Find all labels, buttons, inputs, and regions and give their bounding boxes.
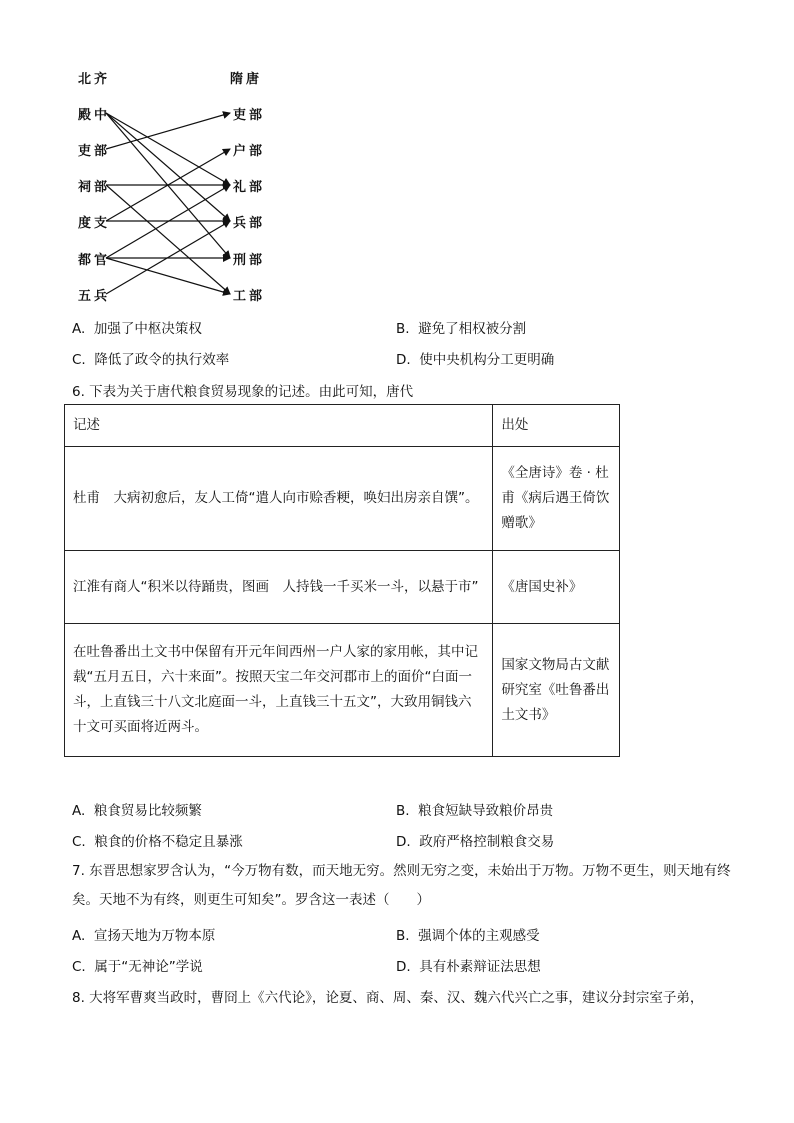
q6-stem: 6. 下表为关于唐代粮食贸易现象的记述。由此可知，唐代 (72, 384, 414, 400)
option-text: 使中央机构分工更明确 (419, 352, 555, 368)
source-cell: 《全唐诗》卷 · 杜甫《病后遇王倚饮赠歌》 (493, 447, 620, 551)
right-item: 工部 (233, 289, 266, 304)
q6-option-c[interactable] (72, 830, 243, 850)
option-letter: D. (396, 834, 411, 850)
q5-option-d[interactable] (396, 348, 554, 368)
option-text: 强调个体的主观感受 (418, 928, 540, 944)
diagram-right-title: 隋唐 (230, 72, 263, 87)
diagram-arrows (0, 0, 300, 310)
q7-option-b[interactable] (396, 924, 540, 944)
option-text: 粮食短缺导致粮价昂贵 (418, 803, 554, 819)
q6-record-table (64, 404, 620, 757)
arrow-line (106, 258, 230, 294)
table-row (65, 624, 620, 757)
right-item: 礼部 (233, 180, 266, 195)
source-cell: 《唐国史补》 (493, 551, 620, 624)
table-header-row (65, 405, 620, 447)
record-cell: 江淮有商人“积米以待踊贵，图画 人持钱一千买米一斗，以悬于市” (65, 551, 493, 624)
option-letter: A. (72, 803, 86, 819)
left-item: 殿中 (78, 108, 111, 123)
right-item: 兵部 (233, 216, 266, 231)
q5-option-a[interactable] (72, 317, 202, 337)
right-item: 刑部 (233, 253, 266, 268)
option-text: 加强了中枢决策权 (93, 321, 202, 337)
left-item: 都官 (78, 253, 111, 268)
option-letter: A. (72, 321, 86, 337)
option-text: 粮食贸易比较频繁 (93, 803, 202, 819)
q7-option-a[interactable] (72, 924, 215, 944)
arrow-line (106, 185, 230, 294)
option-letter: C. (72, 352, 86, 368)
arrow-line (106, 113, 230, 185)
q6-option-d[interactable] (396, 830, 554, 850)
left-item: 五兵 (78, 289, 111, 304)
right-item: 户部 (233, 144, 266, 159)
record-cell: 在吐鲁番出土文书中保留有开元年间西州一户人家的家用帐，其中记载“五月五日，六十来面”。按照天宝二年交河郡市上的面价“白面一斗，上直钱三十八文北庭面一斗，上直钱三十五文”，大致用铜钱六十文可买面将近两斗。 (65, 624, 493, 757)
option-letter: B. (396, 321, 410, 337)
q5-option-c[interactable] (72, 348, 229, 368)
right-item: 吏部 (233, 108, 266, 123)
option-letter: C. (72, 834, 86, 850)
record-cell: 杜甫 大病初愈后，友人工倚“遣人向市赊香粳，唤妇出房亲自馔”。 (65, 447, 493, 551)
q7-option-d[interactable] (396, 955, 541, 975)
option-text: 具有朴素辩证法思想 (419, 959, 541, 975)
option-letter: C. (72, 959, 86, 975)
option-letter: D. (396, 959, 411, 975)
diagram-left-title: 北齐 (78, 72, 111, 87)
option-text: 政府严格控制粮食交易 (419, 834, 555, 850)
option-letter: B. (396, 803, 410, 819)
option-letter: B. (396, 928, 410, 944)
option-text: 粮食的价格不稳定且暴涨 (94, 834, 243, 850)
table-header-cell: 出处 (493, 405, 620, 447)
q5-option-b[interactable] (396, 317, 526, 337)
q6-option-a[interactable] (72, 799, 202, 819)
left-item: 祠部 (78, 180, 111, 195)
q7-stem: 7. 东晋思想家罗含认为，“今万物有数，而天地无穷。然则无穷之变，未始出于万物。万物不更生，则天地有终矣。天地不为有终，则更生可知矣”。罗含这一表述（ ） (72, 863, 731, 908)
option-letter: D. (396, 352, 411, 368)
option-text: 宣扬天地为万物本原 (93, 928, 216, 944)
option-text: 属于“无神论”学说 (94, 959, 203, 975)
arrow-line (106, 113, 230, 149)
arrow-line (106, 113, 230, 221)
table-header-cell: 记述 (65, 405, 493, 447)
source-cell: 国家文物局古文献研究室《吐鲁番出土文书》 (493, 624, 620, 757)
q7-option-c[interactable] (72, 955, 203, 975)
q8-stem: 8. 大将军曹爽当政时，曹冏上《六代论》，论夏、商、周、秦、汉、魏六代兴亡之事，建议分封宗室子弟， (72, 990, 704, 1006)
option-text: 降低了政令的执行效率 (94, 352, 230, 368)
table-row (65, 447, 620, 551)
option-text: 避免了相权被分割 (418, 321, 527, 337)
option-letter: A. (72, 928, 86, 944)
q6-option-b[interactable] (396, 799, 553, 819)
left-item: 吏部 (78, 144, 111, 159)
table-row (65, 551, 620, 624)
left-item: 度支 (78, 216, 111, 231)
